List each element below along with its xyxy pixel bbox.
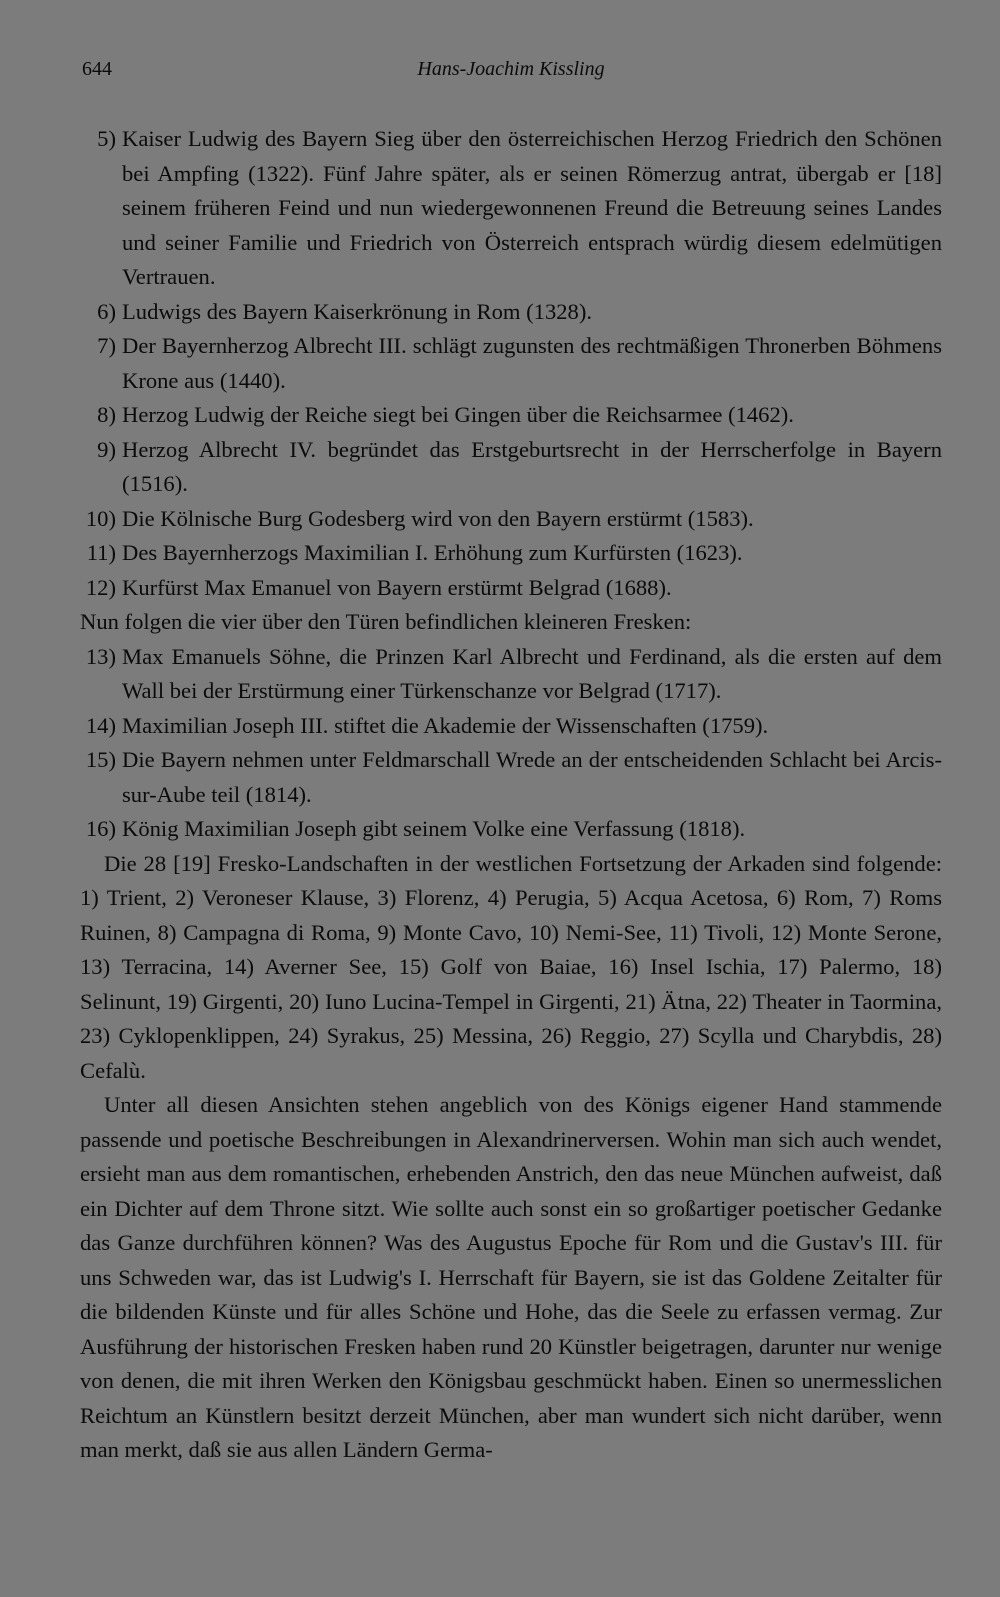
page-number: 644 xyxy=(82,58,112,80)
list-item xyxy=(80,122,942,295)
list-text: König Maximilian Joseph gibt seinem Volke eine Verfassung (1818). xyxy=(122,816,746,841)
page-header xyxy=(80,58,942,88)
list-text: Maximilian Joseph III. stiftet die Akademie der Wissenschaften (1759). xyxy=(122,712,769,738)
list-number: 16) xyxy=(85,816,116,841)
list-text: Herzog Ludwig der Reiche siegt bei Gingen über die Reichsarmee (1462). xyxy=(122,402,794,427)
list-item xyxy=(80,640,942,709)
list-number: 15) xyxy=(85,747,116,772)
list-text: Kaiser Ludwig des Bayern Sieg über den österreichischen Herzog Friedrich den Schönen bei Ampfing (1322). Fünf Jahre später, als er seinen Römerzug antrat, übergab er [18] seinem früheren Feind und nun wiedergewonnenen Freund die Betreuung seines Landes und seiner Familie und Friedrich von Österreich entsprach würdig diesem edelmütigen Vertrauen. xyxy=(122,126,942,289)
list-number: 14) xyxy=(85,712,116,738)
list-item xyxy=(80,295,942,330)
list-item xyxy=(80,433,942,502)
list-number: 11) xyxy=(86,540,116,565)
list-text: Die Bayern nehmen unter Feldmarschall Wrede an der entscheidenden Schlacht bei Arcis-sur-Aube teil (1814). xyxy=(122,747,942,807)
list-number: 13) xyxy=(85,643,116,669)
body-paragraph: Unter all diesen Ansichten stehen angeblich von des Königs eigener Hand stammende passende und poetische Beschreibungen in Alexandrinerversen. Wohin man sich auch wendet, ersieht man aus dem romantischen, erhebenden Anstrich, den das neue München aufweist, daß ein Dichter auf dem Throne sitzt. Wie sollte auch sonst ein so großartiger poetischer Gedanke das Ganze durchführen können? Was des Augustus Epoche für Rom und die Gustav's III. für uns Schweden war, das ist Ludwig's I. Herrschaft für Bayern, sie ist das Goldene Zeitalter für die bildenden Künste und für alles Schöne und Hohe, das die Seele zu erfassen vermag. Zur Ausführung der historischen Fresken haben rund 20 Künstler beigetragen, darunter nur wenige von denen, die mit ihren Werken den Königsbau geschmückt haben. Einen so unermesslichen Reichtum an Künstlern besitzt derzeit München, aber man wundert sich nicht darüber, wenn man merkt, daß sie aus allen Ländern Germa- xyxy=(80,1092,942,1462)
running-head: Hans-Joachim Kissling xyxy=(417,58,605,80)
list-item xyxy=(80,571,942,606)
list-number: 7) xyxy=(97,333,116,358)
list-item xyxy=(80,329,942,398)
list-item xyxy=(80,743,942,812)
list-number: 9) xyxy=(97,436,116,462)
list-number: 12) xyxy=(85,574,116,600)
list-text: Kurfürst Max Emanuel von Bayern erstürmt Belgrad (1688). xyxy=(122,574,672,600)
list-item xyxy=(80,536,942,571)
list-text: Max Emanuels Söhne, die Prinzen Karl Albrecht und Ferdinand, als die ersten auf dem Wall bei der Erstürmung einer Türkenschanze vor Belgrad (1717). xyxy=(122,643,942,703)
list-text: Ludwigs des Bayern Kaiserkrönung in Rom (1328). xyxy=(122,298,593,324)
list-item xyxy=(80,398,942,433)
list-text: Des Bayernherzogs Maximilian I. Erhöhung zum Kurfürsten (1623). xyxy=(122,540,743,565)
list-item xyxy=(80,812,942,847)
list-text: Die Kölnische Burg Godesberg wird von den Bayern erstürmt (1583). xyxy=(122,505,754,531)
list-item xyxy=(80,502,942,537)
list-text: Der Bayernherzog Albrecht III. schlägt zugunsten des rechtmäßigen Thronerben Böhmens Krone aus (1440). xyxy=(122,333,942,393)
list-item xyxy=(80,709,942,744)
page-body xyxy=(80,122,942,1468)
list-number: 5) xyxy=(97,126,116,151)
body-paragraph: Die 28 [19] Fresko-Landschaften in der westlichen Fortsetzung der Arkaden sind folgende: 1) Trient, 2) Veroneser Klause, 3) Florenz, 4) Perugia, 5) Acqua Acetosa, 6) Rom, 7) Roms Ruinen, 8) Campagna di Roma, 9) Monte Cavo, 10) Nemi-See, 11) Tivoli, 12) Monte Serone, 13) Terracina, 14) Averner See, 15) Golf von Baiae, 16) Insel Ischia, 17) Palermo, 18) Selinunt, 19) Girgenti, 20) Iuno Lucina-Tempel in Girgenti, 21) Ätna, 22) Theater in Taormina, 23) Cyklopenklippen, 24) Syrakus, 25) Messina, 26) Reggio, 27) Scylla und Charybdis, 28) Cefalù. xyxy=(80,850,942,1083)
list-number: 6) xyxy=(97,298,116,324)
list-text: Herzog Albrecht IV. begründet das Erstgeburtsrecht in der Herrscherfolge in Bayern (1516). xyxy=(122,436,942,496)
list-number: 10) xyxy=(85,505,116,531)
intro-paragraph: Nun folgen die vier über den Türen befindlichen kleineren Fresken: xyxy=(80,609,692,634)
list-number: 8) xyxy=(97,402,116,427)
